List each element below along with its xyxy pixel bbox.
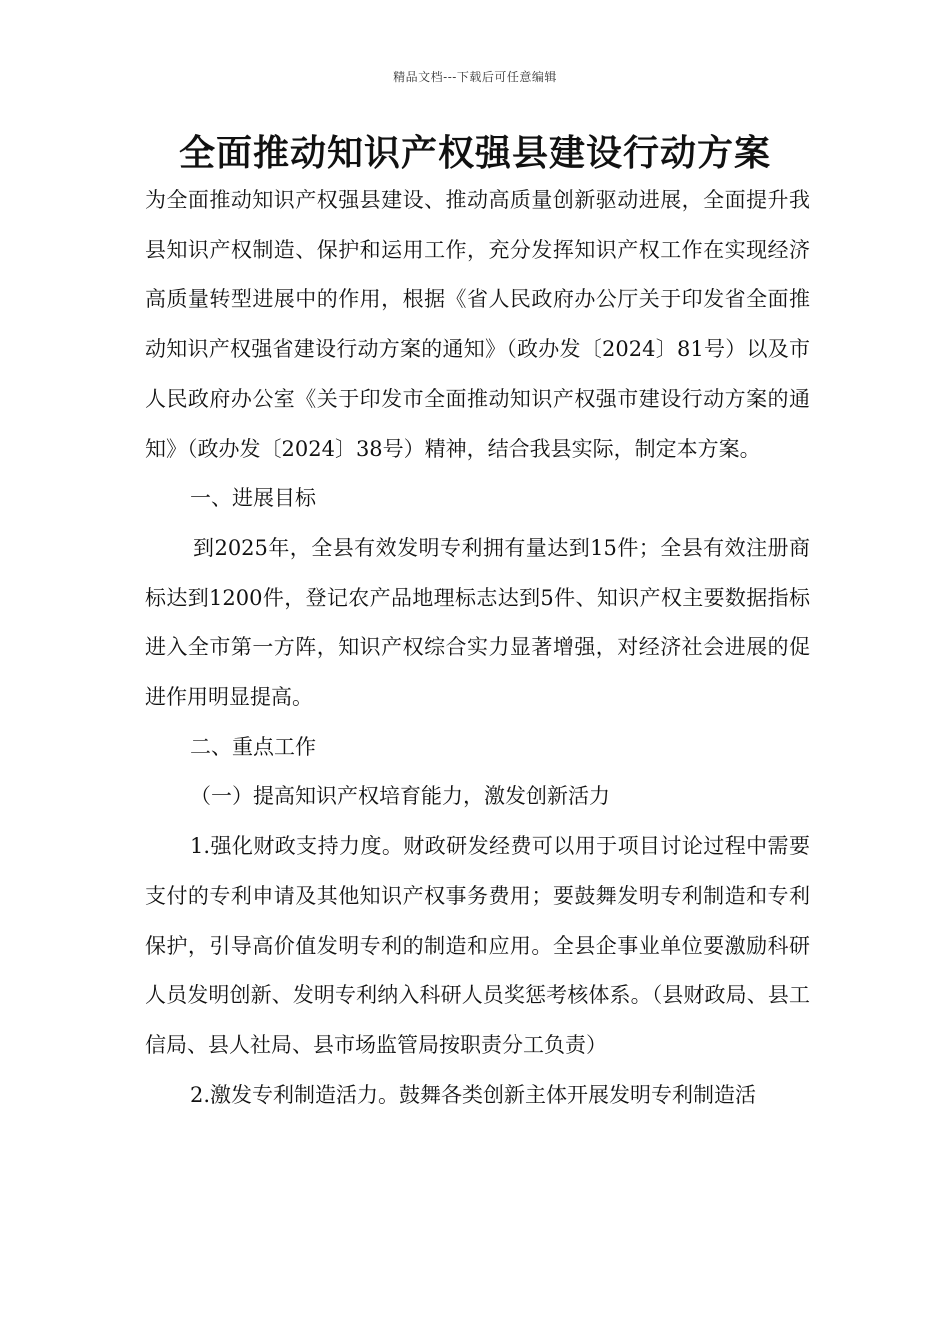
subsection-heading-1: （一）提高知识产权培育能力，激发创新活力 [190, 784, 610, 809]
goals-paragraph: 到2025年，全县有效发明专利拥有量达到15件；全县有效注册商标达到1200件，登记农产品地理标志达到5件、知识产权主要数据指标进入全市第一方阵，知识产权综合实力显著增强，对经济社会进展的促进作用明显提高。 [145, 535, 810, 710]
intro-paragraph: 为全面推动知识产权强县建设、推动高质量创新驱动进展，全面提升我县知识产权制造、保护和运用工作，充分发挥知识产权工作在实现经济高质量转型进展中的作用，根据《省人民政府办公厅关于印发省全面推动知识产权强省建设行动方案的通知》（政办发〔2024〕81号）以及市人民政府办公室《关于印发市全面推动知识产权强市建设行动方案的通知》（政办发〔2024〕38号）精神，结合我县实际，制定本方案。 [145, 188, 810, 461]
item-paragraph-1: 1.强化财政支持力度。财政研发经费可以用于项目讨论过程中需要支付的专利申请及其他知识产权事务费用；要鼓舞发明专利制造和专利保护，引导高价值发明专利的制造和应用。全县企事业单位要激励科研人员发明创新、发明专利纳入科研人员奖惩考核体系。（县财政局、县工信局、县人社局、县市场监管局按职责分工负责） [145, 834, 810, 1057]
page-header-note: 精品文档---下载后可任意编辑 [393, 70, 557, 84]
section-heading-goals: 一、进展目标 [190, 486, 316, 511]
item-paragraph-2: 2.激发专利制造活力。鼓舞各类创新主体开展发明专利制造活 [190, 1082, 757, 1107]
section-heading-key-work: 二、重点工作 [190, 734, 316, 759]
document-title: 全面推动知识产权强县建设行动方案 [178, 133, 771, 174]
document-body [145, 176, 810, 1120]
